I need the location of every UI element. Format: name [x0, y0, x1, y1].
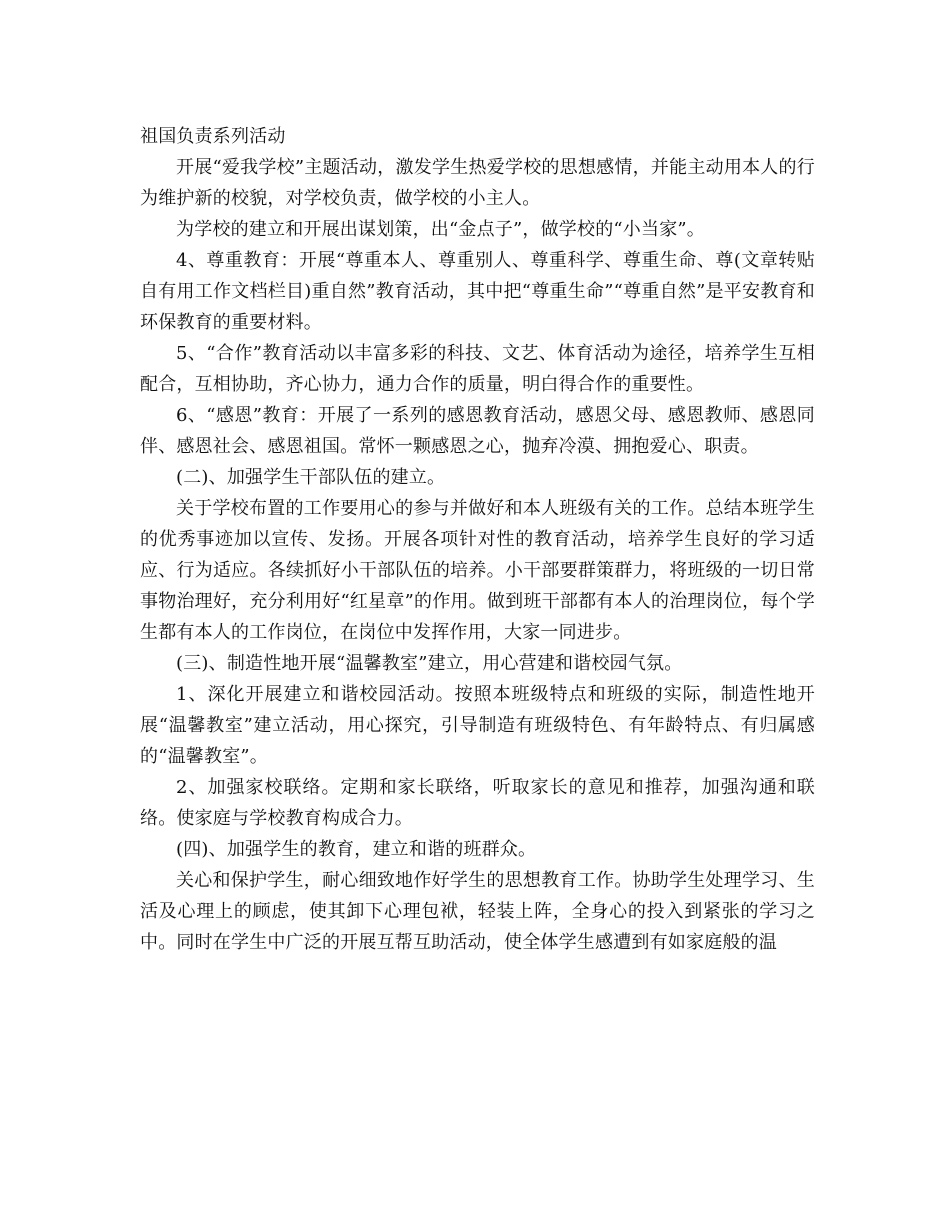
paragraph-4: 4、尊重教育：开展“尊重本人、尊重别人、尊重科学、尊重生命、尊(文章转贴自有用工作文档栏目)重自然”教育活动，其中把“尊重生命”“尊重自然”是平安教育和环保教育的重要材料。 [140, 250, 815, 333]
paragraph-10: 1、深化开展建立和谐校园活动。按照本班级特点和班级的实际，制造性地开展“温馨教室”建立活动，用心探究，引导制造有班级特色、有年龄特点、有归属感的“温馨教室”。 [140, 684, 815, 767]
document-body [140, 121, 815, 958]
paragraph-2: 开展“爱我学校”主题活动，激发学生热爱学校的思想感情，并能主动用本人的行为维护新的校貌，对学校负责，做学校的小主人。 [140, 157, 815, 209]
paragraph-8: 关于学校布置的工作要用心的参与并做好和本人班级有关的工作。总结本班学生的优秀事迹加以宣传、发扬。开展各项针对性的教育活动，培养学生良好的学习适应、行为适应。各续抓好小干部队伍的培养。小干部要群策群力，将班级的一切日常事物治理好，充分利用好“红星章”的作用。做到班干部都有本人的治理岗位，每个学生都有本人的工作岗位，在岗位中发挥作用，大家一同进步。 [140, 498, 815, 643]
paragraph-11: 2、加强家校联络。定期和家长联络，听取家长的意见和推荐，加强沟通和联络。使家庭与学校教育构成合力。 [140, 777, 815, 829]
paragraph-7: (二)、加强学生干部队伍的建立。 [176, 467, 446, 488]
paragraph-3: 为学校的建立和开展出谋划策，出“金点子”，做学校的“小当家”。 [176, 219, 706, 240]
paragraph-12: (四)、加强学生的教育，建立和谐的班群众。 [176, 839, 537, 860]
paragraph-1: 祖国负责系列活动 [140, 126, 286, 147]
paragraph-6: 6、“感恩”教育：开展了一系列的感恩教育活动，感恩父母、感恩教师、感恩同伴、感恩社会、感恩祖国。常怀一颗感恩之心，抛弃冷漠、拥抱爱心、职责。 [140, 405, 815, 457]
paragraph-9: (三)、制造性地开展“温馨教室”建立，用心营建和谐校园气氛。 [176, 653, 683, 674]
paragraph-13: 关心和保护学生，耐心细致地作好学生的思想教育工作。协助学生处理学习、生活及心理上的顾虑，使其卸下心理包袱，轻装上阵，全身心的投入到紧张的学习之中。同时在学生中广泛的开展互帮互助活动，使全体学生感遭到有如家庭般的温 [140, 870, 815, 953]
paragraph-5: 5、“合作”教育活动以丰富多彩的科技、文艺、体育活动为途径，培养学生互相配合，互相协助，齐心协力，通力合作的质量，明白得合作的重要性。 [140, 343, 815, 395]
